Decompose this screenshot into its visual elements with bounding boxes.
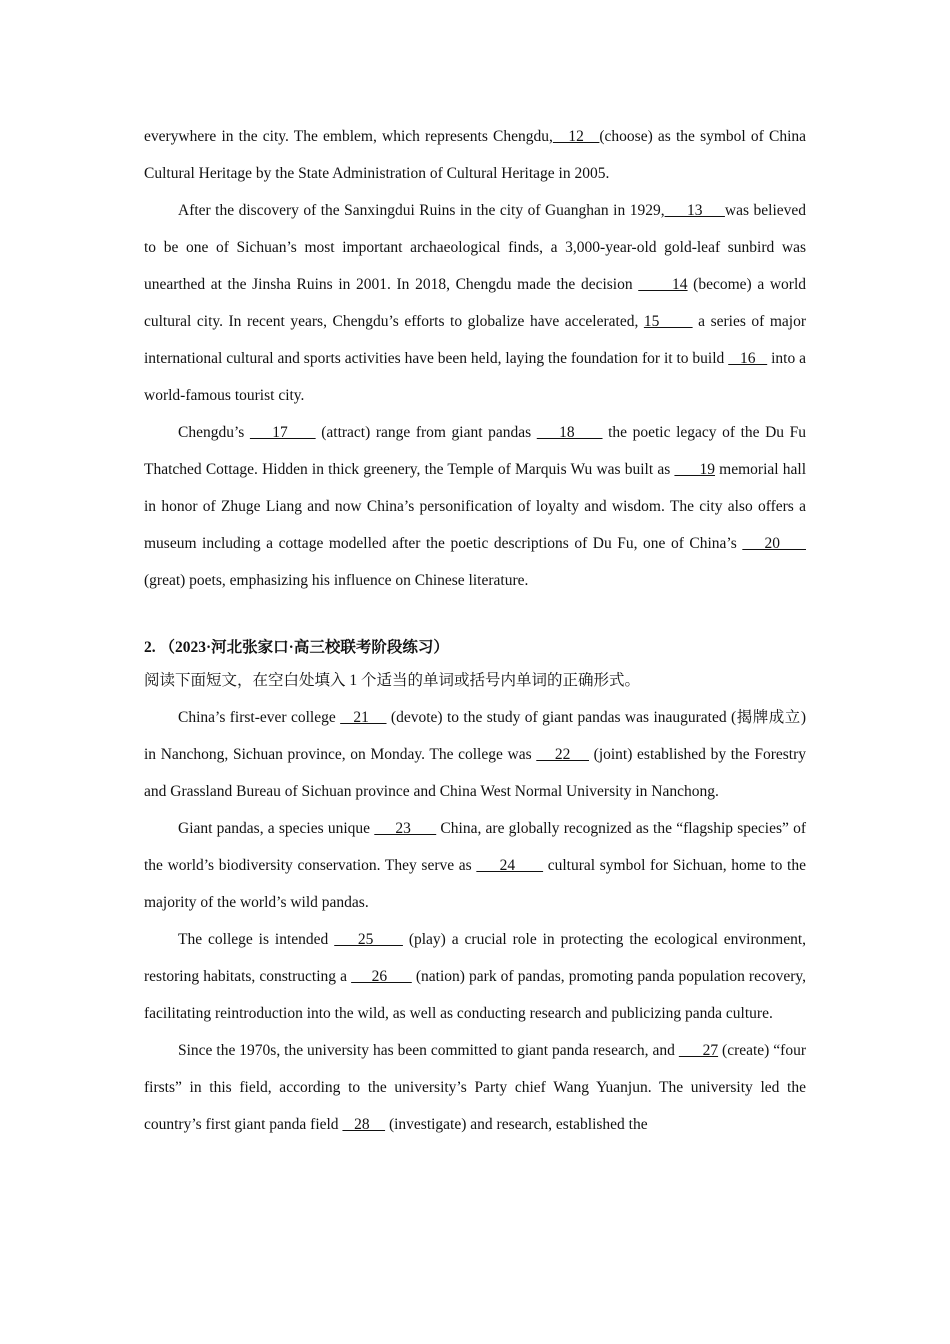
text-run: (create) “four firsts” in this field, according to the university’s Party chief Wang Yuanjun. The university led the country’s first giant panda field bbox=[144, 1042, 807, 1133]
text-run: (play) a crucial role in protecting the ecological environment, restoring habitats, constructing a bbox=[144, 931, 807, 985]
blank-21[interactable]: 21 bbox=[340, 709, 387, 726]
passage2-paragraph-2 bbox=[144, 810, 806, 921]
text-run: The college is intended bbox=[178, 931, 335, 948]
blank-20[interactable]: 20 bbox=[742, 535, 806, 552]
blank-13[interactable]: 13 bbox=[664, 202, 725, 219]
blank-24[interactable]: 24 bbox=[476, 857, 544, 874]
blank-26[interactable]: 26 bbox=[351, 968, 412, 985]
text-run: China, are globally recognized as the “flagship species” of the world’s biodiversity conservation. They serve as bbox=[144, 820, 806, 874]
blank-23[interactable]: 23 bbox=[374, 820, 437, 837]
text-run: Since the 1970s, the university has been committed to giant panda research, and bbox=[178, 1042, 679, 1059]
blank-17[interactable]: 17 bbox=[249, 424, 316, 441]
text-run: (joint) established by the Forestry and Grassland Bureau of Sichuan province and China West Normal University in Nanchong. bbox=[144, 746, 806, 800]
text-run: (become) a world cultural city. In recent years, Chengdu’s efforts to globalize have accelerated, bbox=[144, 276, 807, 330]
document-page bbox=[144, 118, 806, 1143]
text-run: Chengdu’s bbox=[178, 424, 250, 441]
passage1-paragraph-2 bbox=[144, 192, 806, 414]
blank-25[interactable]: 25 bbox=[334, 931, 403, 948]
text-run: everywhere in the city. The emblem, which represents Chengdu, bbox=[144, 128, 553, 145]
passage1-paragraph-1 bbox=[144, 118, 806, 192]
blank-22[interactable]: 22 bbox=[536, 746, 589, 763]
text-run: into a world-famous tourist city. bbox=[144, 350, 807, 404]
blank-27[interactable]: 27 bbox=[678, 1042, 719, 1059]
text-run: (choose) as the symbol of China Cultural Heritage by the State Administration of Cultural Heritage in 2005. bbox=[144, 128, 807, 182]
passage2-paragraph-4 bbox=[144, 1032, 806, 1143]
section-spacer bbox=[144, 599, 806, 633]
text-run: a series of major international cultural and sports activities have been held, laying the foundation for it to build bbox=[144, 313, 806, 367]
text-run: (nation) park of pandas, promoting panda population recovery, facilitating reintroduction into the wild, as well as conducting research and publicizing panda culture. bbox=[144, 968, 807, 1022]
text-run: After the discovery of the Sanxingdui Ruins in the city of Guanghan in 1929, bbox=[178, 202, 665, 219]
blank-28[interactable]: 28 bbox=[342, 1116, 386, 1133]
text-run: (investigate) and research, established the bbox=[385, 1116, 648, 1133]
blank-15[interactable]: 15 bbox=[643, 313, 693, 330]
text-run: (devote) to the study of giant pandas was inaugurated (揭牌成立) in Nanchong, Sichuan province, on Monday. The college was bbox=[144, 709, 806, 763]
text-run: Giant pandas, a species unique bbox=[178, 820, 375, 837]
text-run: was believed to be one of Sichuan’s most important archaeological finds, a 3,000-year-old gold-leaf sunbird was unearthed at the Jinsha Ruins in 2001. In 2018, Chengdu made the decision bbox=[144, 202, 807, 293]
text-run: China’s first-ever college bbox=[178, 709, 341, 726]
passage2-paragraph-3 bbox=[144, 921, 806, 1032]
question-heading: 2. （2023·河北张家口·高三校联考阶段练习） bbox=[144, 639, 449, 656]
question-instruction: 阅读下面短文，在空白处填入 1 个适当的单词或括号内单词的正确形式。 bbox=[144, 672, 641, 689]
text-run: (great) poets, emphasizing his influence on Chinese literature. bbox=[144, 572, 529, 589]
blank-18[interactable]: 18 bbox=[536, 424, 603, 441]
passage2-paragraph-1 bbox=[144, 699, 806, 810]
text-run: the poetic legacy of the Du Fu Thatched Cottage. Hidden in thick greenery, the Temple of Marquis Wu was built as bbox=[144, 424, 807, 478]
blank-16[interactable]: 16 bbox=[728, 350, 768, 367]
text-run: (attract) range from giant pandas bbox=[315, 424, 537, 441]
passage1-paragraph-3 bbox=[144, 414, 806, 599]
text-run: cultural symbol for Sichuan, home to the majority of the world’s wild pandas. bbox=[144, 857, 806, 911]
text-run: memorial hall in honor of Zhuge Liang and now China’s personification of loyalty and wisdom. The city also offers a museum including a cottage modelled after the poetic descriptions of Du Fu, one of China’s bbox=[144, 461, 806, 552]
blank-14[interactable]: 14 bbox=[638, 276, 688, 293]
blank-19[interactable]: 19 bbox=[674, 461, 715, 478]
blank-12[interactable]: 12 bbox=[552, 128, 600, 145]
